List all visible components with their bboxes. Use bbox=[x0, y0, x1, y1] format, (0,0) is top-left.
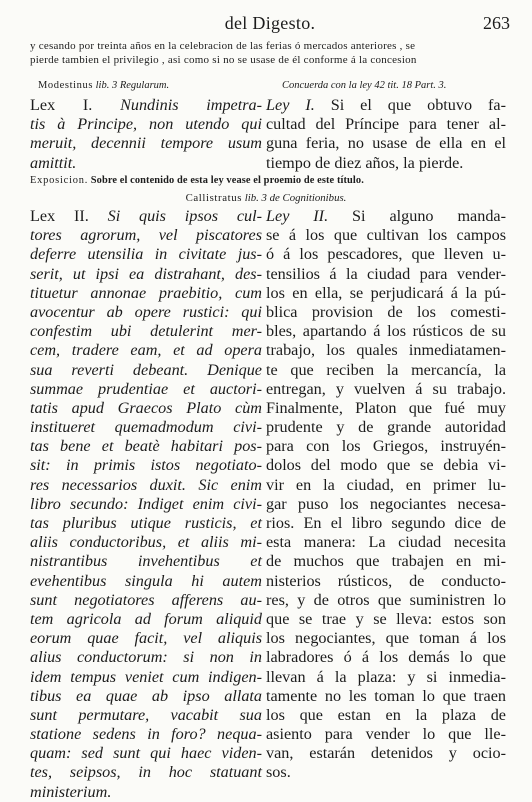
lex1-source-ref: lib. 3 Regularum. bbox=[95, 80, 170, 91]
lex2-spanish-line: esta manera: La ciudad necesita bbox=[266, 533, 506, 552]
lex1-spanish-line: Si el que obtuvo fa- bbox=[330, 96, 506, 114]
lex2-latin-line: idem tempus veniet cum indigen- bbox=[30, 667, 262, 686]
lex2-spanish-line: sos. bbox=[266, 763, 291, 782]
lex1-latin-line: Nundinis impetra- bbox=[120, 96, 263, 114]
lex2-latin-line: ministerium. bbox=[30, 782, 112, 801]
lex2-spanish-line: blica provision de los comesti- bbox=[266, 302, 506, 321]
lex1-spanish-line: guna feria, no usase de ella en el bbox=[266, 134, 506, 153]
lex2-source-name: Callistratus bbox=[185, 192, 242, 204]
lex2-latin-line: nistrantibus invehentibus et bbox=[30, 552, 262, 571]
lex2-latin-line: eorum quae facit, vel aliquis bbox=[30, 629, 262, 648]
lex2-latin-line: serit, ut ipsi ea distrahant, des- bbox=[30, 264, 262, 283]
lex2-latin-line: avocentur ab opere rustici: qui bbox=[30, 302, 262, 321]
lex1-latin-line: meruit, decennii tempore usum bbox=[30, 134, 262, 153]
continuation-line: y cesando por treinta años en la celebracion de las ferias ó mercados anteriores , se bbox=[30, 40, 416, 52]
lex2-spanish-line: asiento para vender lo que lle- bbox=[266, 725, 506, 744]
lex2-latin-line: tas bene et beatè habitari pos- bbox=[30, 437, 262, 456]
page-header bbox=[30, 13, 510, 35]
lex2-latin-line: deferre utensilia in civitate jus- bbox=[30, 245, 262, 264]
lex2-spanish-line: prudente y de grande autoridad bbox=[266, 418, 506, 437]
lex2-latin-line: summae prudentiae et auctori- bbox=[30, 379, 262, 398]
lex2-latin-line: statione sedens in foro? nequa- bbox=[30, 725, 262, 744]
lex2-spanish-line: bles, apartando á los rústicos de su bbox=[266, 322, 506, 341]
lex2-spanish-line: dolos del modo que se debia vi- bbox=[266, 456, 506, 475]
lex2-spanish-line: tensilios á la ciudad para vender- bbox=[266, 264, 506, 283]
lex1-concordance: Concuerda con la ley 42 tit. 18 Part. 3. bbox=[282, 80, 447, 91]
exposicion-text: Sobre el contenido de esta ley vease el proemio de este título. bbox=[90, 175, 364, 186]
lex1-spanish-label: Ley I. bbox=[266, 96, 315, 114]
lex2-latin-line: confestim ubi detulerint mer- bbox=[30, 322, 262, 341]
lex2-latin-line: res necessarios duxit. Sic enim bbox=[30, 475, 262, 494]
text-line bbox=[266, 96, 506, 115]
lex2-latin-line: sua reverti debeant. Denique bbox=[30, 360, 262, 379]
lex2-spanish-line: los en ella, se perjudicará á la pú- bbox=[266, 283, 506, 302]
lex2-latin-line: alius conductorum: si non in bbox=[30, 648, 262, 667]
lex2-spanish-line: te que reciben la mercancía, la bbox=[266, 360, 506, 379]
lex2-spanish-line: tamente no les toman lo que traen bbox=[266, 686, 506, 705]
continuation-line: pierde tambien el privilegio , asi como si no se usase de él conforme á la concesion bbox=[30, 54, 417, 66]
lex2-latin-line: tem agricola ad forum aliquid bbox=[30, 609, 262, 628]
lex2-latin-line: tituetur annonae praebitio, cum bbox=[30, 283, 262, 302]
lex2-spanish-line: ó á los pescadores, que lleven u- bbox=[266, 245, 506, 264]
lex2-source-citation bbox=[0, 192, 532, 204]
lex2-latin-line: quam: sed sunt qui haec viden- bbox=[30, 744, 262, 763]
lex2-latin-line: tores agrorum, vel piscatores bbox=[30, 226, 262, 245]
lex2-latin-line: Si quis ipsos cul- bbox=[107, 207, 263, 225]
lex1-latin-line: tis à Principe, non utendo qui bbox=[30, 115, 262, 134]
lex2-spanish-line: res, y de otros que suministren lo bbox=[266, 590, 506, 609]
lex2-spanish-line: llevan á la plaza: y si inmedia- bbox=[266, 667, 506, 686]
lex1-latin-column bbox=[30, 96, 262, 173]
lex2-source-ref: lib. 3 de Cognitionibus. bbox=[244, 192, 347, 204]
lex1-spanish-line: cultad del Príncipe para tener al- bbox=[266, 115, 506, 134]
lex2-spanish-line: gar puso los negociantes necesa- bbox=[266, 494, 506, 513]
lex1-spanish-column bbox=[266, 96, 506, 173]
lex2-latin-line: institueret quemadmodum civi- bbox=[30, 418, 262, 437]
lex2-spanish-line: nisterios rústicos, de conducto- bbox=[266, 571, 506, 590]
lex2-latin-label: Lex II. bbox=[30, 207, 89, 225]
lex2-spanish-line: trabajo, los quales inmediatamen- bbox=[266, 341, 506, 360]
lex1-source-name: Modestinus bbox=[38, 80, 94, 91]
lex2-spanish-column bbox=[266, 207, 506, 783]
lex1-source-citation bbox=[38, 80, 169, 91]
lex1-latin-label: Lex I. bbox=[30, 96, 93, 114]
text-line bbox=[30, 96, 262, 115]
lex2-spanish-line: Si alguno manda- bbox=[352, 207, 506, 225]
lex2-spanish-body bbox=[266, 226, 506, 782]
lex2-latin-line: tibus ea quae ab ipso allata bbox=[30, 686, 262, 705]
lex2-latin-line: cem, tradere eam, et ad opera bbox=[30, 341, 262, 360]
lex2-spanish-line: rios. En el libro segundo dice de bbox=[266, 514, 506, 532]
lex2-spanish-line: para con los Griegos, instruyén- bbox=[266, 437, 506, 456]
lex2-latin-line: libro secundo: Indiget enim civi- bbox=[30, 494, 262, 513]
lex1-spanish-line: tiempo de diez años, la pierde. bbox=[266, 153, 464, 172]
lex2-latin-line: evehentibus singula hi autem bbox=[30, 571, 262, 590]
lex2-latin-body bbox=[30, 226, 262, 802]
lex2-spanish-line: vir en la ciudad, en primer lu- bbox=[266, 475, 506, 494]
lex2-spanish-line: labradores ó á los demás lo que bbox=[266, 648, 506, 667]
lex2-latin-line: aliis conductoribus, et aliis mi- bbox=[30, 533, 262, 552]
lex2-spanish-line: entregan, y vuelven á su trabajo. bbox=[266, 379, 506, 398]
exposicion-note bbox=[30, 175, 514, 186]
lex2-spanish-line: de muchos que trabajen en mi- bbox=[266, 552, 506, 571]
lex2-latin-line: tatis apud Graecos Plato cùm bbox=[30, 398, 262, 417]
lex1-latin-line: amittit. bbox=[30, 153, 77, 172]
running-title: del Digesto. bbox=[224, 13, 316, 33]
lex2-spanish-line: que se trae y se lleva: estos son bbox=[266, 609, 506, 628]
page-number: 263 bbox=[483, 13, 510, 33]
lex2-latin-line: tas pluribus utique rusticis, et bbox=[30, 514, 262, 532]
lex2-spanish-line: van, estarán detenidos y ocio- bbox=[266, 744, 506, 763]
lex2-spanish-line: se á los que cultivan los campos bbox=[266, 226, 506, 245]
lex2-latin-line: sunt permutare, vacabit sua bbox=[30, 705, 262, 724]
text-line bbox=[30, 207, 262, 226]
lex2-spanish-label: Ley II. bbox=[266, 207, 329, 225]
lex2-spanish-line: los que estan en la plaza de bbox=[266, 705, 506, 724]
lex2-spanish-line: los negociantes, que toman á los bbox=[266, 629, 506, 648]
lex2-spanish-line: Finalmente, Platon que fué muy bbox=[266, 398, 506, 417]
lex2-latin-line: sit: in primis istos negotiato- bbox=[30, 456, 262, 475]
text-line bbox=[266, 207, 506, 226]
lex2-latin-column bbox=[30, 207, 262, 802]
lex2-latin-line: tes, seipsos, in hoc statuant bbox=[30, 763, 262, 782]
exposicion-label: Exposicion. bbox=[30, 175, 89, 186]
lex2-latin-line: sunt negotiatores afferens au- bbox=[30, 590, 262, 609]
